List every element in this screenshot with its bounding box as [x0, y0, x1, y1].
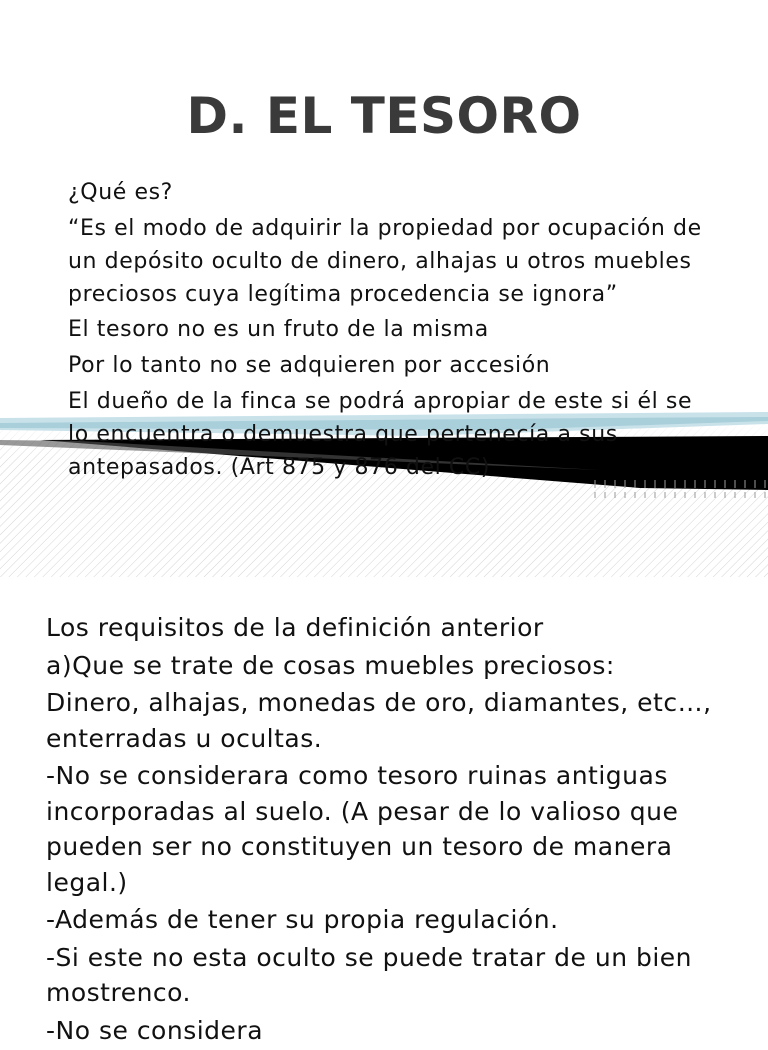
- slide-1-body: [68, 176, 718, 486]
- requirement-a: a)Que se trate de cosas muebles preciosos:: [46, 650, 615, 680]
- ruins-note: -No se considerara como tesoro ruinas antiguas incorporadas al suelo. (A pesar de lo valioso que pueden ser no constituyen un tesoro de manera legal.): [46, 761, 679, 897]
- body-line-owner: El dueño de la finca se podrá apropiar de este si él se lo encuentra o demuestra que pertenecía a sus antepasados. (Art 875 y 876 del CC): [68, 389, 693, 480]
- mostrenco-note: -Si este no esta oculto se puede tratar de un bien mostrenco.: [46, 942, 693, 1007]
- cut-off-line: -No se considera: [46, 1015, 264, 1045]
- slide-2: [0, 577, 768, 1045]
- body-line-accession: Por lo tanto no se adquieren por accesión: [68, 353, 551, 378]
- question-line: ¿Qué es?: [68, 180, 173, 205]
- slide-2-body: [46, 610, 736, 1050]
- requirement-examples: Dinero, alhajas, monedas de oro, diamantes, etc…, enterradas u ocultas.: [46, 688, 712, 753]
- definition-quote: “Es el modo de adquirir la propiedad por ocupación de un depósito oculto de dinero, alhajas u otros muebles preciosos cuya legítima procedencia se ignora”: [68, 216, 702, 307]
- requirements-heading: Los requisitos de la definición anterior: [46, 613, 544, 642]
- body-line-fruit: El tesoro no es un fruto de la misma: [68, 317, 489, 342]
- slide-title: D. EL TESORO: [186, 87, 582, 145]
- regulation-note: -Además de tener su propia regulación.: [46, 905, 559, 934]
